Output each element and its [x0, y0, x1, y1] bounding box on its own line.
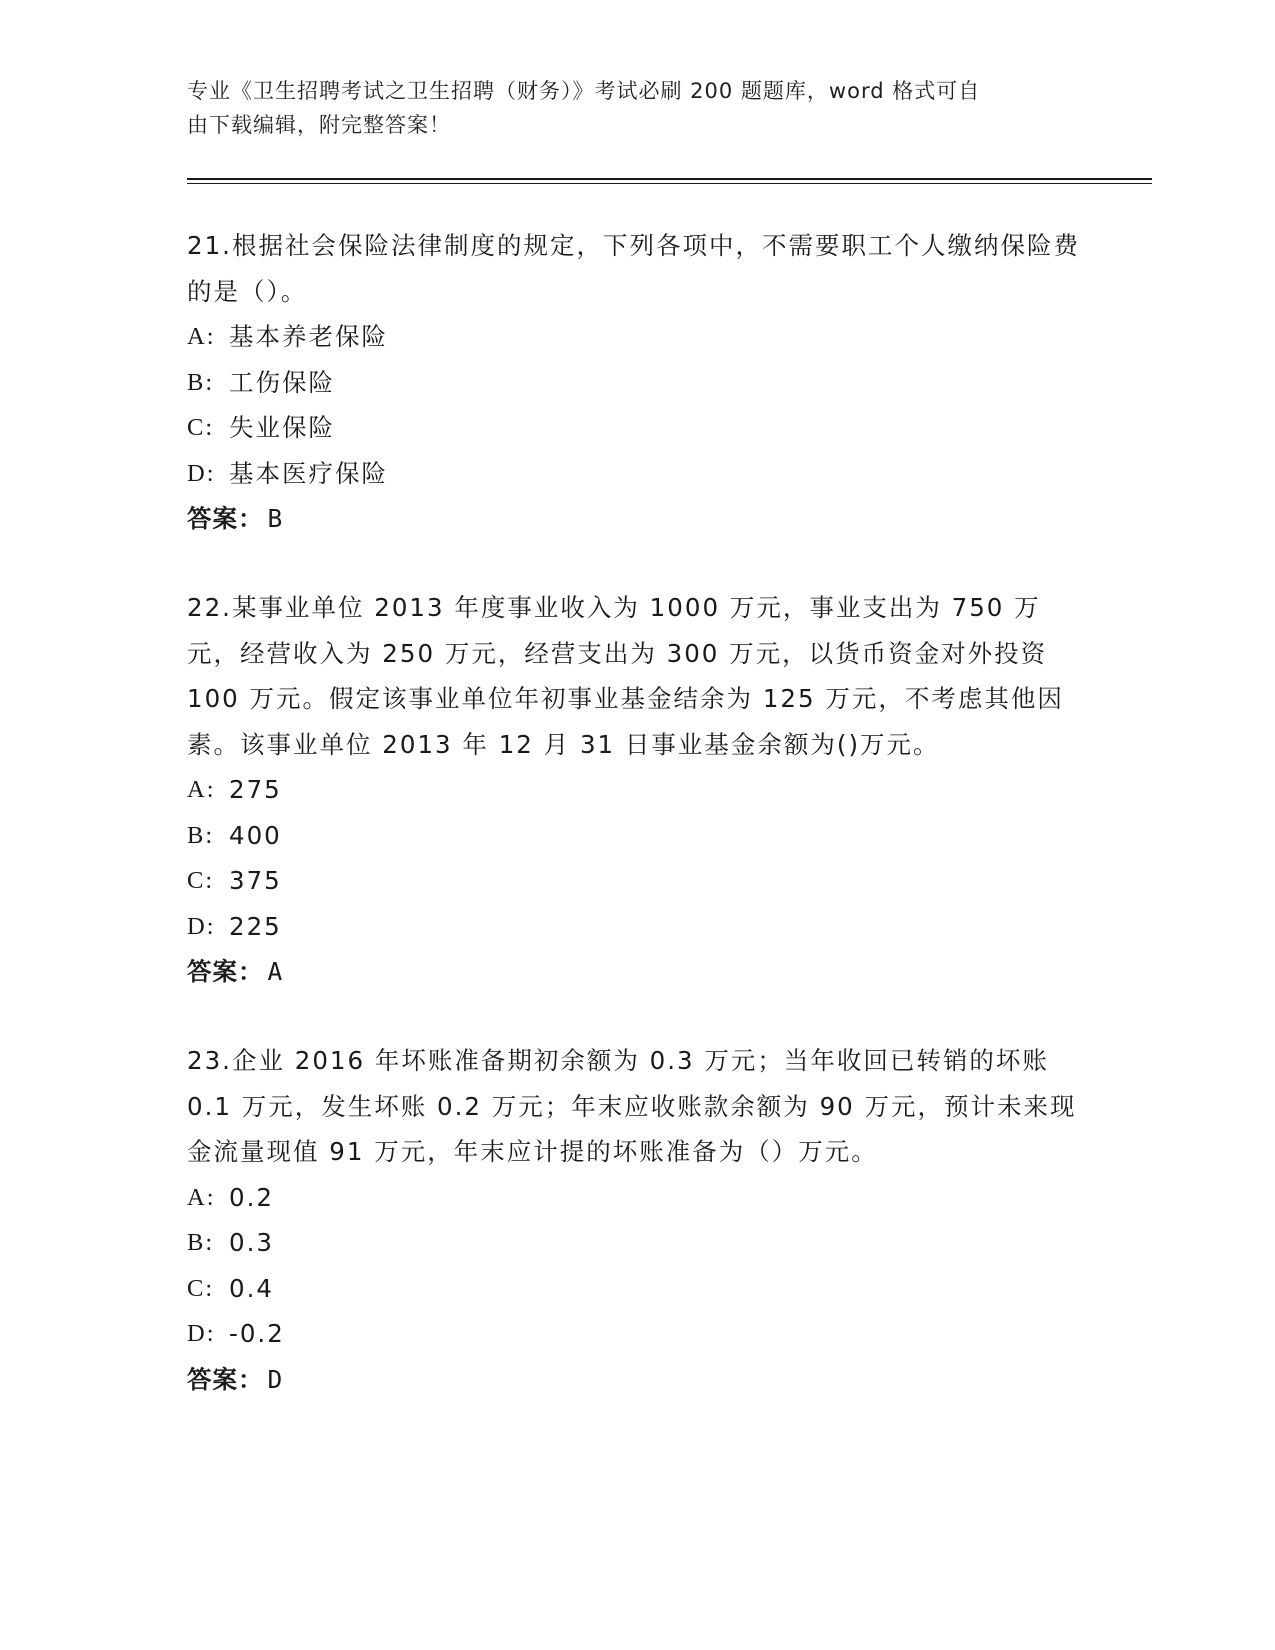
- answer-label: 答案：: [187, 957, 264, 986]
- question-21: [187, 223, 1087, 542]
- option-d: [187, 451, 1087, 497]
- option-text: 工伤保险: [229, 367, 335, 397]
- option-c: [187, 1266, 1087, 1312]
- option-d: [187, 904, 1087, 950]
- option-letter: B:: [187, 1229, 215, 1256]
- option-b: [187, 1220, 1087, 1266]
- answer-label: 答案：: [187, 504, 264, 533]
- option-c: [187, 858, 1087, 904]
- answer-line: [187, 949, 1087, 995]
- answer-value: D: [267, 1364, 284, 1394]
- option-c: [187, 405, 1087, 451]
- option-b: [187, 813, 1087, 859]
- option-letter: C:: [187, 867, 215, 894]
- option-letter: A:: [187, 323, 216, 350]
- option-text: 基本医疗保险: [229, 458, 388, 488]
- option-letter: C:: [187, 1274, 215, 1302]
- document-header: [187, 74, 1067, 142]
- answer-value: B: [267, 504, 284, 533]
- option-text: 0.3: [229, 1228, 274, 1257]
- header-line-1: 专业《卫生招聘考试之卫生招聘（财务）》考试必刷 200 题题库，word 格式可自: [187, 79, 981, 103]
- option-letter: A:: [187, 1183, 216, 1211]
- header-divider-thin: [187, 183, 1152, 184]
- option-letter: A:: [187, 776, 216, 803]
- option-a: [187, 314, 1087, 360]
- option-a: [187, 767, 1087, 813]
- question-stem: 22.某事业单位 2013 年度事业收入为 1000 万元，事业支出为 750 万元，经营收入为 250 万元，经营支出为 300 万元，以货币资金对外投资 100 万元。假定该事业单位年初事业基金结余为 125 万元，不考虑其他因素。该事业单位 2013 年 12 月 31 日事业基金余额为()万元。: [187, 593, 1064, 759]
- header-divider-thick: [187, 178, 1152, 180]
- option-letter: B:: [187, 368, 215, 396]
- question-stem: 21.根据社会保险法律制度的规定，下列各项中，不需要职工个人缴纳保险费的是（）。: [187, 231, 1080, 306]
- option-text: 275: [229, 775, 282, 804]
- option-letter: D:: [187, 912, 216, 940]
- option-letter: C:: [187, 414, 215, 441]
- option-text: 失业保险: [229, 413, 335, 442]
- option-text: -0.2: [229, 1319, 285, 1348]
- answer-line: [187, 496, 1087, 542]
- option-text: 基本养老保险: [229, 322, 388, 351]
- answer-line: [187, 1357, 1087, 1403]
- question-23: [187, 1038, 1087, 1402]
- option-d: [187, 1311, 1087, 1357]
- question-stem: 23.企业 2016 年坏账准备期初余额为 0.3 万元；当年收回已转销的坏账 0.1 万元，发生坏账 0.2 万元；年末应收账款余额为 90 万元，预计未来现金流量现值 91 万元，年末应计提的坏账准备为（）万元。: [187, 1046, 1077, 1166]
- header-line-2: 由下载编辑，附完整答案！: [187, 113, 451, 137]
- option-a: [187, 1175, 1087, 1221]
- option-text: 0.4: [229, 1273, 274, 1303]
- option-letter: D:: [187, 1320, 216, 1347]
- answer-label: 答案：: [187, 1364, 264, 1394]
- option-b: [187, 360, 1087, 406]
- option-text: 400: [229, 820, 282, 850]
- question-22: [187, 585, 1087, 995]
- option-text: 225: [229, 911, 282, 941]
- option-letter: D:: [187, 459, 216, 487]
- option-text: 375: [229, 866, 282, 895]
- option-letter: B:: [187, 821, 215, 849]
- answer-value: A: [267, 957, 284, 986]
- option-text: 0.2: [229, 1182, 274, 1212]
